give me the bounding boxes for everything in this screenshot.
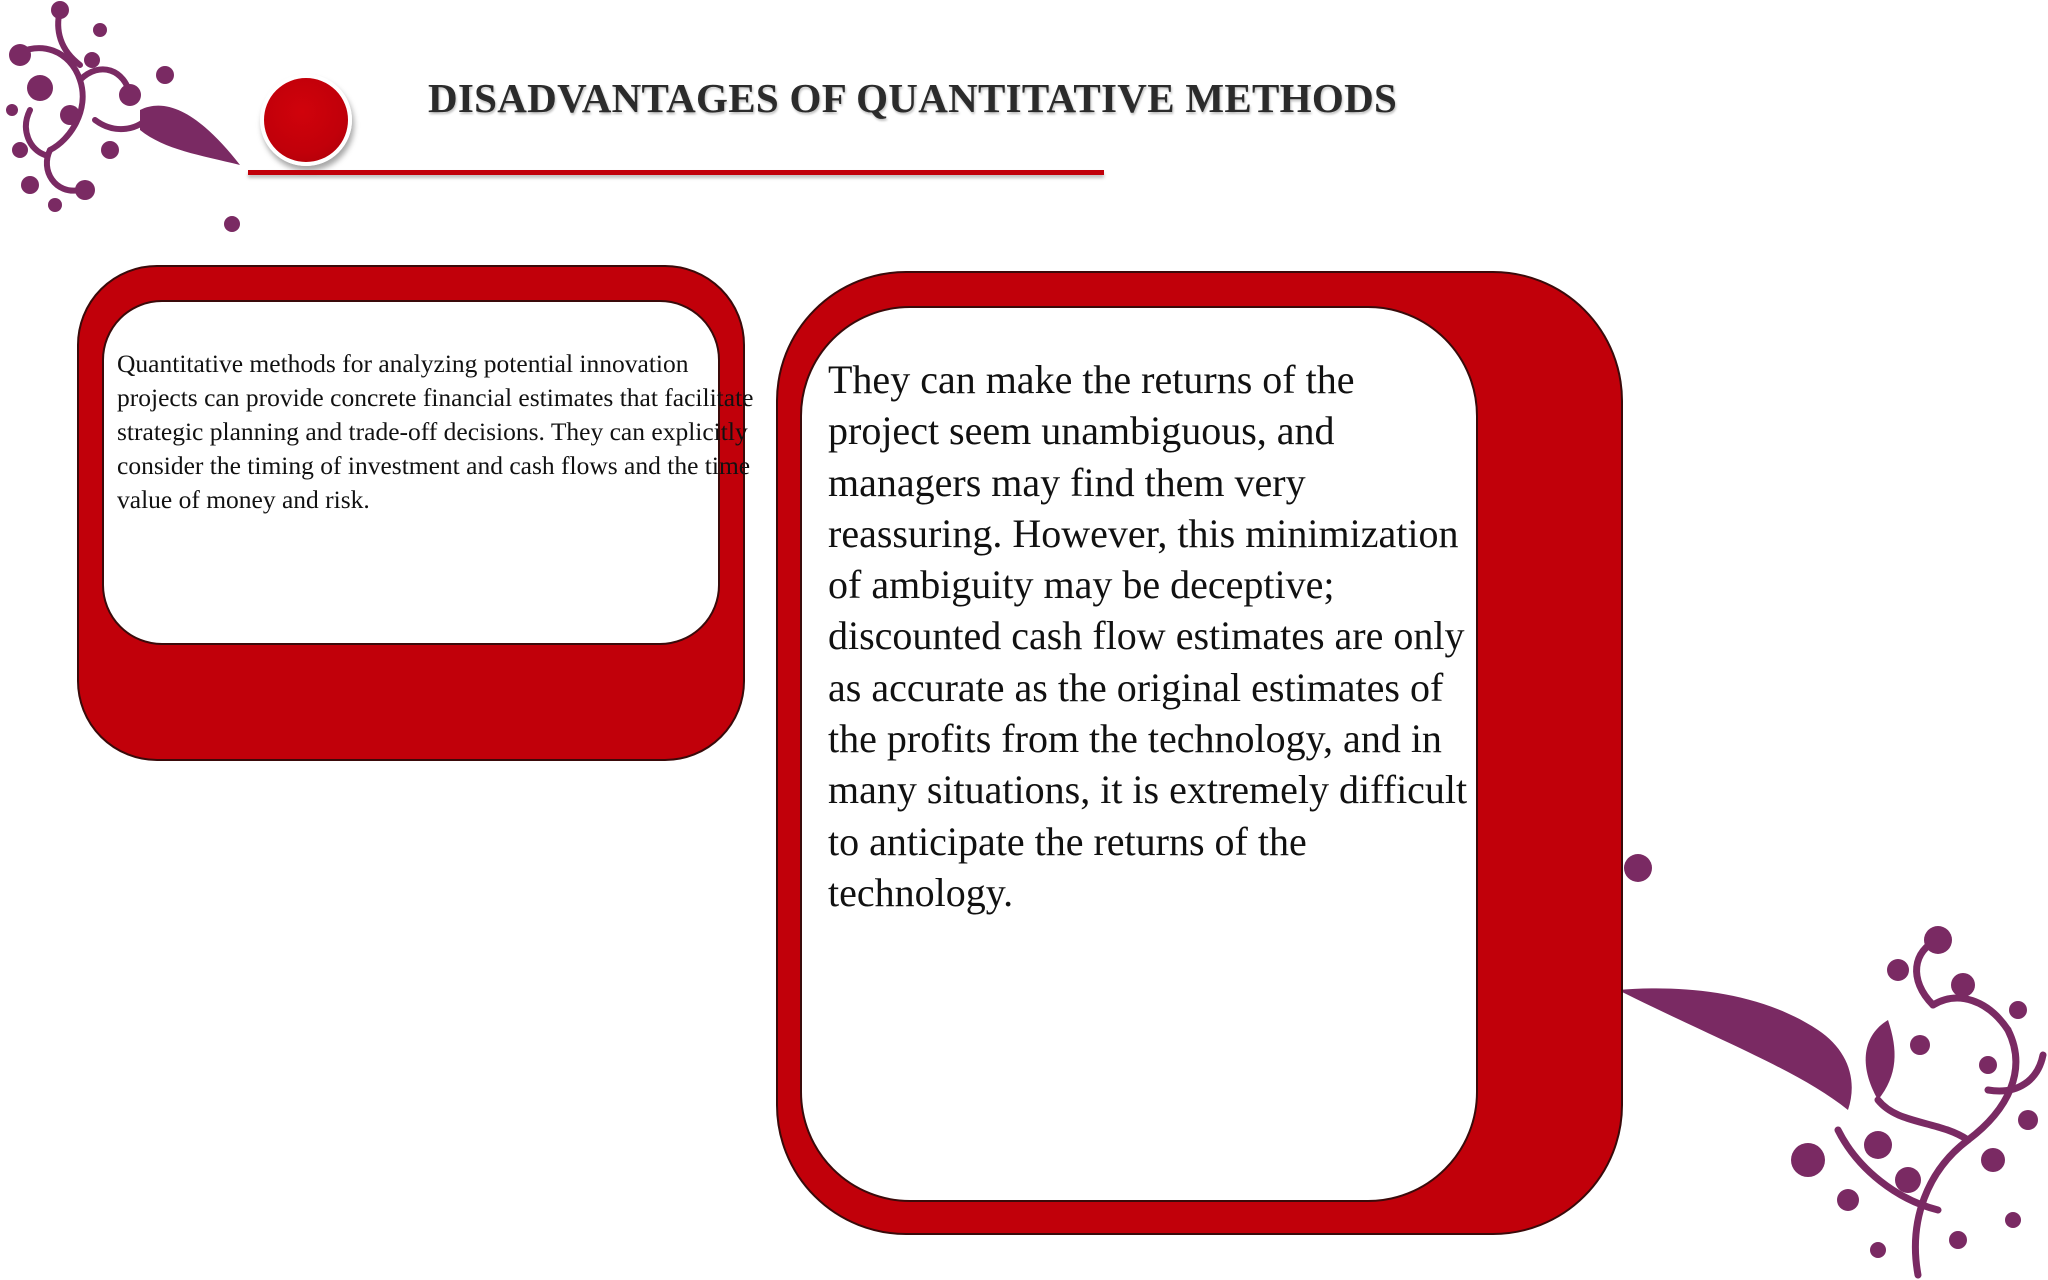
slide-title: DISADVANTAGES OF QUANTITATIVE METHODS <box>428 75 1398 121</box>
floral-swirl-top-left-icon <box>0 0 250 240</box>
title-underline <box>248 170 1104 175</box>
title-bullet-icon <box>260 74 352 166</box>
left-card-text: Quantitative methods for analyzing potential innovation projects can provide concrete financial estimates that facilitate strategic planning and trade-off decisions. They can explicitly consider the timing of investment and cash flows and the time value of money and risk. <box>117 349 754 514</box>
right-card-text: They can make the returns of the project seem unambiguous, and managers may find them very reassuring. However, this minimization of ambiguity may be deceptive; discounted cash flow estimates are only as accurate as the original estimates of the profits from the technology, and in many situations, it is extremely difficult to anticipate the returns of the technology. <box>828 357 1468 915</box>
floral-swirl-bottom-right-icon <box>1608 840 2048 1280</box>
